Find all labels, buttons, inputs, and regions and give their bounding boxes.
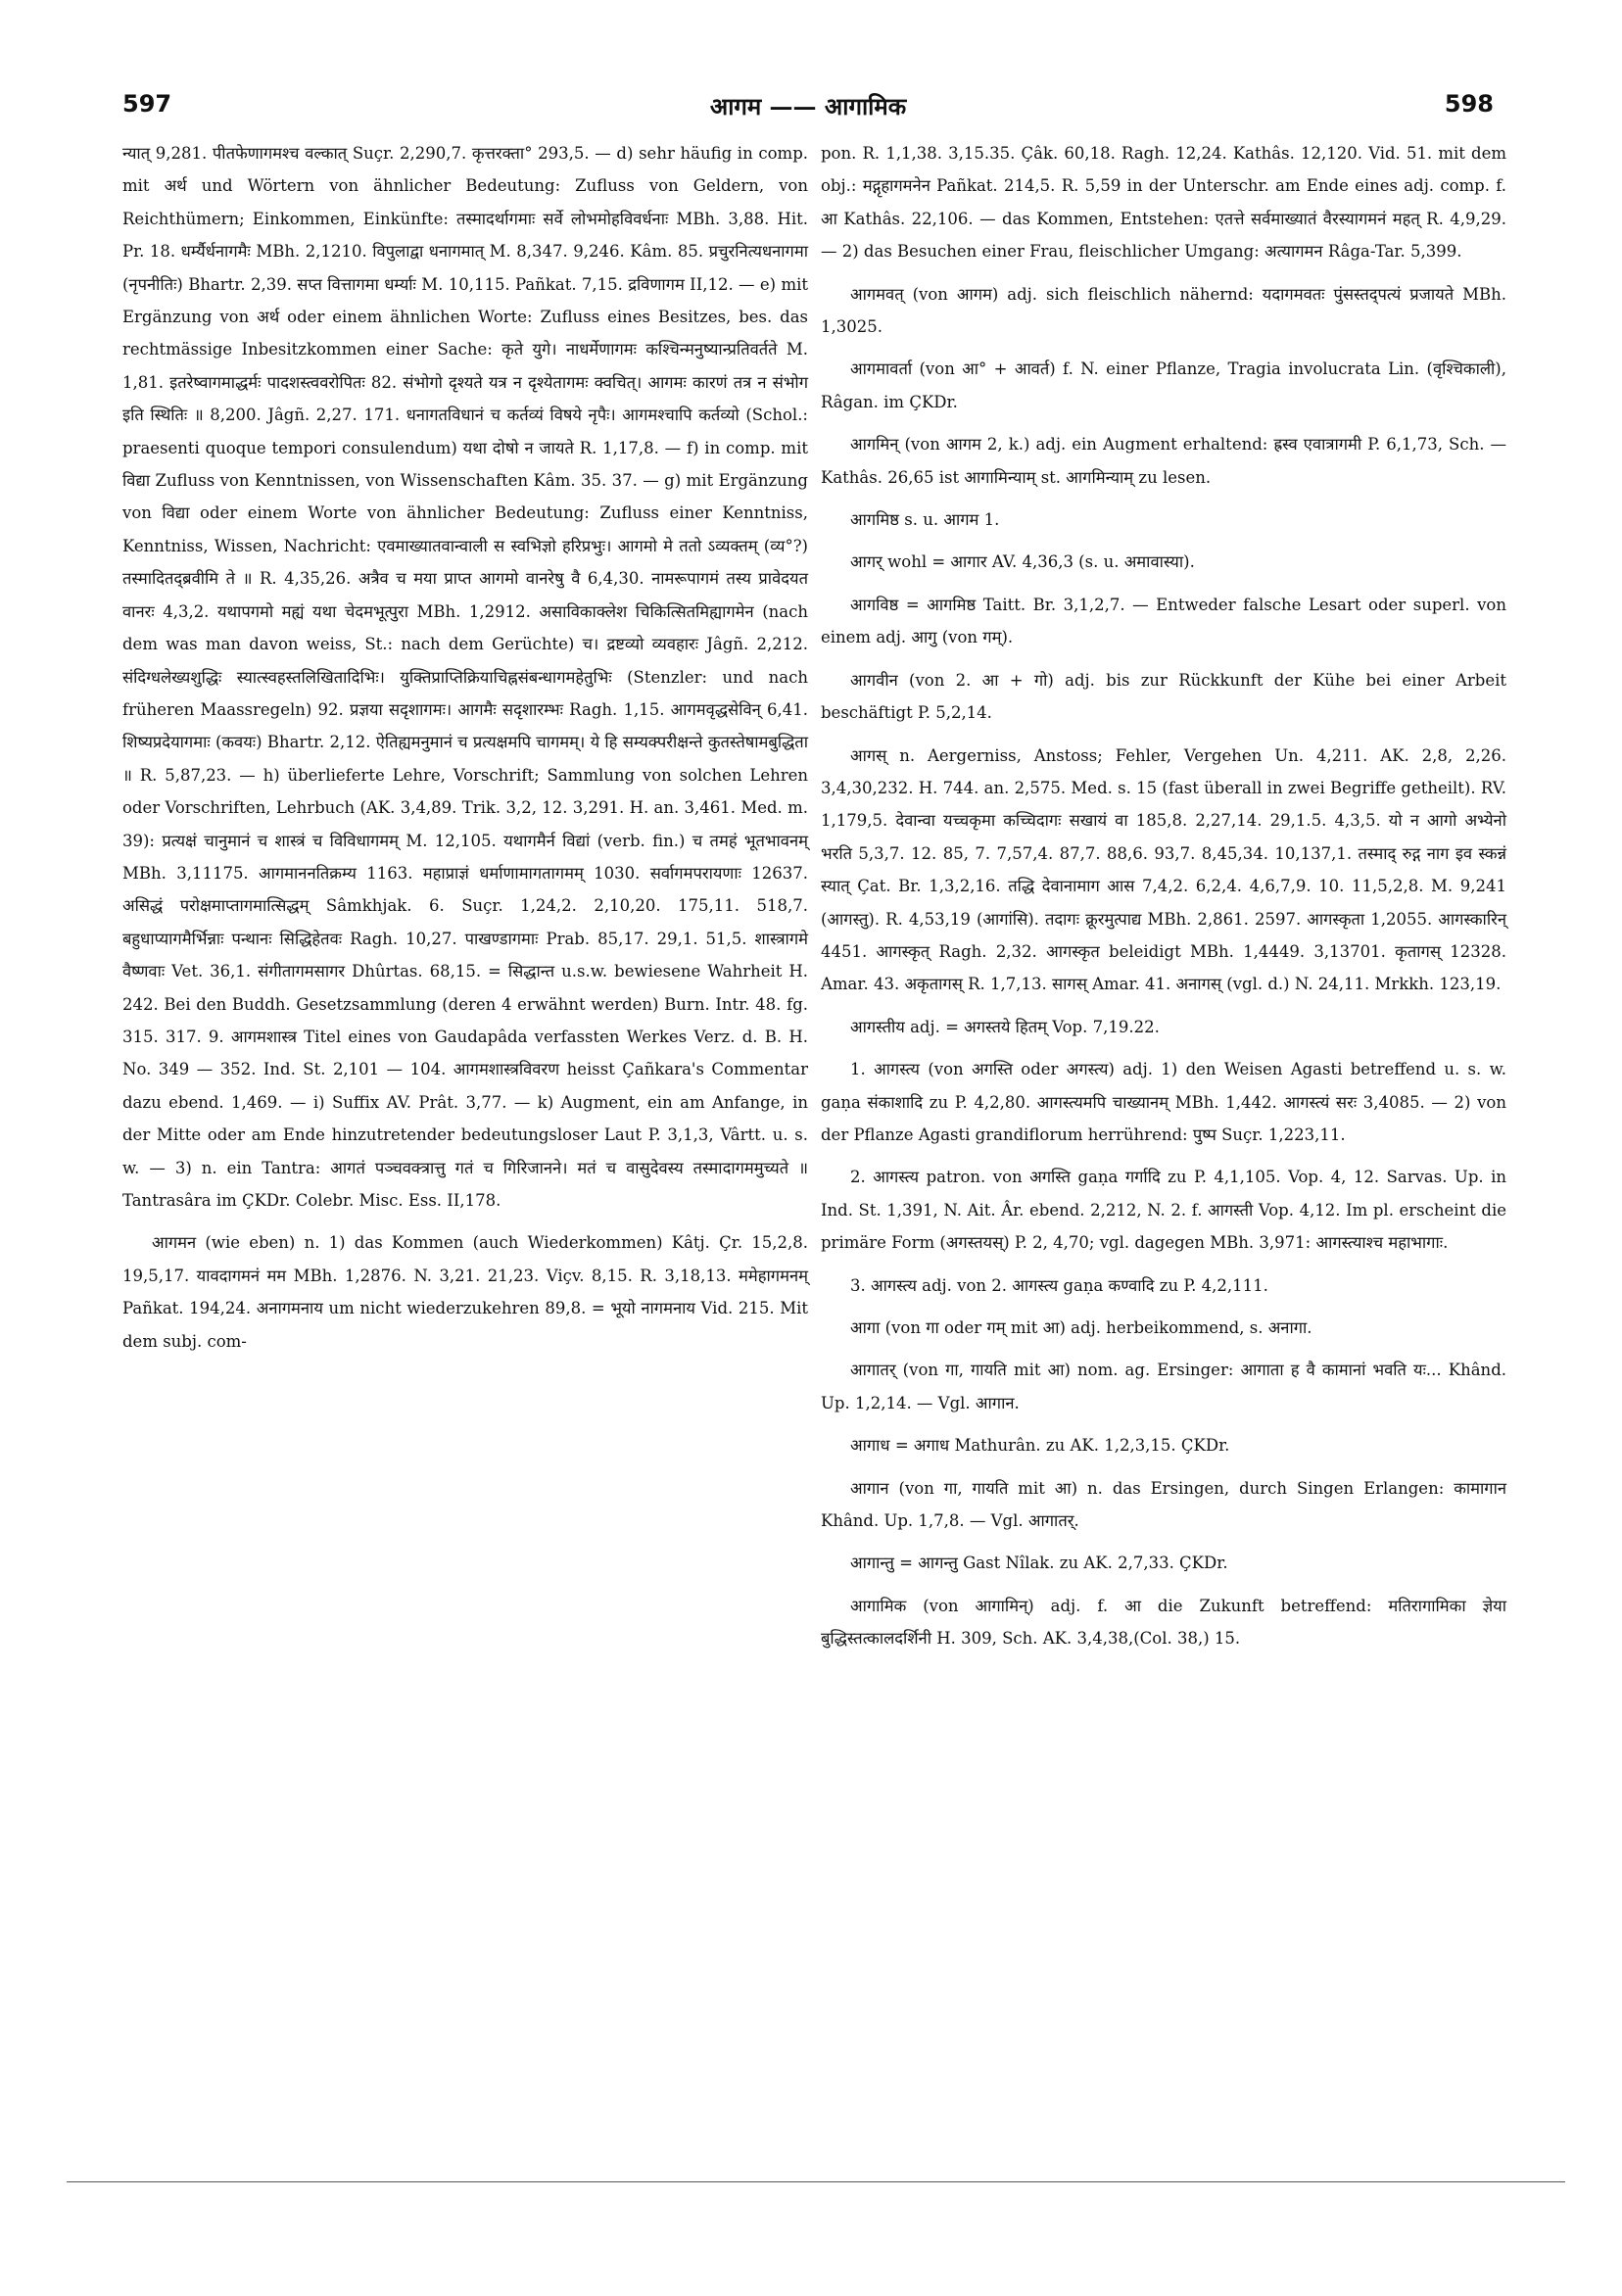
entry-agavishtha: आगविष्ठ = आगमिष्ठ Taitt. Br. 3,1,2,7. — Entweder falsche Lesart oder superl. von einem adj. आगु (von गम्). xyxy=(821,595,1506,647)
entry-agastya-1: 1. आगस्त्य (von अगस्ति oder अगस्त्य) adj. 1) den Weisen Agasti betreffend u. s. w. gaṇa संकाशादि zu P. 4,2,80. आगस्त्यमपि चाख्यानम् MBh. 1,442. आगस्त्यं सरः 3,4085. — 2) von der Pflanze Agasti grandiflorum herrührend: पुष्प Suçr. 1,223,11. xyxy=(821,1060,1506,1144)
entry-agadha: आगाध = अगाध Mathurân. zu AK. 1,2,3,15. ÇKDr. xyxy=(850,1436,1230,1456)
entry-agamin: आगमिन् (von आगम 2, k.) adj. ein Augment erhaltend: ह्रस्व एवात्रागमी P. 6,1,73, Sch. — Kathâs. 26,65 ist आगामिन्याम् st. आगमिन्याम् zu lesen. xyxy=(821,435,1506,487)
page-header xyxy=(122,90,1494,129)
entry-agantu: आगान्तु = आगन्तु Gast Nîlak. zu AK. 2,7,33. ÇKDr. xyxy=(850,1554,1228,1573)
entry-agamana: आगमन (wie eben) n. 1) das Kommen (auch Wiederkommen) Kâtj. Çr. 15,2,8. 19,5,17. यावदागमनं मम MBh. 1,2876. N. 3,21. 21,23. Viçv. 8,15. R. 3,18,13. ममेहागमनम् Pañkat. 194,24. अनागमनाय um nicht wiederzukehren 89,8. = भूयो नागमनाय Vid. 215. Mit dem subj. com- xyxy=(122,1233,808,1351)
page-number-left: 597 xyxy=(122,90,172,118)
running-headword: आगम —— आगामिक xyxy=(709,92,907,120)
entry-agastya-3: 3. आगस्त्य adj. von 2. आगस्त्य gaṇa कण्वादि zu P. 4,2,111. xyxy=(850,1275,1268,1295)
right-column xyxy=(821,137,1506,1655)
page-number-right: 598 xyxy=(1444,90,1494,118)
entry-agamavat: आगमवत् (von आगम) adj. sich fleischlich nähernd: यदागमवतः पुंसस्तद्पत्यं प्रजायते MBh. 1,3025. xyxy=(821,284,1506,337)
entry-agamavarta: आगमावर्ता (von आ° + आवर्त) f. N. einer Pflanze, Tragia involucrata Lin. (वृश्चिकाली), Râgan. im ÇKDr. xyxy=(821,359,1506,411)
entry-agamika: आगामिक (von आगामिन्) adj. f. आ die Zukunft betreffend: मतिरागामिका ज्ञेया बुद्धिस्तत्कालदर्शिनी H. 309, Sch. AK. 3,4,38,(Col. 38,) 15. xyxy=(821,1596,1506,1649)
entry-aga: आगा (von गा oder गम् mit आ) adj. herbeikommend, s. अनागा. xyxy=(850,1318,1312,1337)
entry-agamana-continued: pon. R. 1,1,38. 3,15.35. Çâk. 60,18. Ragh. 12,24. Kathâs. 12,120. Vid. 51. mit dem obj.: मद्गृहागमनेन Pañkat. 214,5. R. 5,59 in der Unterschr. am Ende eines adj. comp. f. आ Kathâs. 22,106. — das Kommen, Entstehen: एतत्ते सर्वमाख्यातं वैरस्यागमनं महत् R. 4,9,29. — 2) das Besuchen einer Frau, fleischlicher Umgang: अत्यागमन Râga-Tar. 5,399. xyxy=(821,144,1506,262)
entry-agastya-2: 2. आगस्त्य patron. von अगस्ति gaṇa गर्गादि zu P. 4,1,105. Vop. 4, 12. Sarvas. Up. in Ind. St. 1,391, N. Ait. Âr. ebend. 2,212, N. 2. f. आगस्ती Vop. 4,12. Im pl. erscheint die primäre Form (अगस्तयस्) P. 2, 4,70; vgl. dagegen MBh. 3,971: आगस्त्याश्च महाभागाः. xyxy=(821,1168,1506,1253)
entry-agamishtha: आगमिष्ठ s. u. आगम 1. xyxy=(850,510,1000,530)
entry-agas: आगस् n. Aergerniss, Anstoss; Fehler, Vergehen Un. 4,211. AK. 2,8, 2,26. 3,4,30,232. H. 744. an. 2,575. Med. s. 15 (fast überall in zwei Begriffe getheilt). RV. 1,179,5. देवान्वा यच्चकृमा कच्चिदागः सखायं वा 185,8. 2,27,14. 29,1.5. 4,3,5. यो न आगो अभ्येनो भरति 5,3,7. 12. 85, 7. 7,57,4. 87,7. 88,6. 93,7. 8,45,34. 10,137,1. तस्माद् रुद्ग नाग इव स्कन्नं स्यात् Çat. Br. 1,3,2,16. तद्धि देवानामाग आस 7,4,2. 6,2,4. 4,6,7,9. 10. 11,5,2,8. M. 9,241 (आगस्तु). R. 4,53,19 (आगांसि). तदागः क्रूरमुत्पाद्य MBh. 2,861. 2597. आगस्कृता 1,2055. आगस्कारिन् 4451. आगस्कृत् Ragh. 2,32. आगस्कृत beleidigt MBh. 1,4449. 3,13701. कृतागस् 12328. Amar. 43. अकृतागस् R. 1,7,13. सागस् Amar. 41. अनागस् (vgl. d.) N. 24,11. Mrkkh. 123,19. xyxy=(821,745,1506,994)
entry-agatar: आगातर् (von गा, गायति mit आ) nom. ag. Ersinger: आगाता ह वै कामानां भवति यः... Khând. Up. 1,2,14. — Vgl. आगान. xyxy=(821,1361,1506,1412)
bottom-rule xyxy=(67,2181,1565,2182)
entry-agavina: आगवीन (von 2. आ + गो) adj. bis zur Rückkunft der Kühe bei einer Arbeit beschäftigt P. 5,2,14. xyxy=(821,670,1506,723)
entry-agar: आगर् wohl = आगार AV. 4,36,3 (s. u. अमावास्या). xyxy=(850,552,1195,572)
entry-agana: आगान (von गा, गायति mit आ) n. das Ersingen, durch Singen Erlangen: कामागान Khând. Up. 1,7,8. — Vgl. आगातर्. xyxy=(821,1478,1506,1531)
entry-continuation: न्यात् 9,281. पीतफेणागमश्च वल्कात् Suçr. 2,290,7. कृत्तरक्ता° 293,5. — d) sehr häufig in comp. mit अर्थ und Wörtern von ähnlicher Bedeutung: Zufluss von Geldern, von Reichthümern; Einkommen, Einkünfte: तस्मादर्थागमाः सर्वे लोभमोहविवर्धनाः MBh. 3,88. Hit. Pr. 18. धर्म्यैर्धनागमैः MBh. 2,1210. विपुलाद्वा धनागमात् M. 8,347. 9,246. Kâm. 85. प्रचुरनित्यधनागमा (नृपनीतिः) Bhartr. 2,39. सप्त वित्तागमा धर्म्याः M. 10,115. Pañkat. 7,15. द्रविणागम II,12. — e) mit Ergänzung von अर्थ oder einem ähnlichen Worte: Zufluss eines Besitzes, bes. das rechtmässige Inbesitzkommen einer Sache: कृते युगे। नाधर्मेणागमः कश्चिन्मनुष्यान्प्रतिवर्तते M. 1,81. इतरेष्वागमाद्धर्मः पादशस्त्ववरोपितः 82. संभोगो दृश्यते यत्र न दृश्येतागमः क्वचित्। आगमः कारणं तत्र न संभोग इति स्थितिः ॥ 8,200. Jâgñ. 2,27. 171. धनागतविधानं च कर्तव्यं विषये नृपैः। आगमश्चापि कर्तव्यो (Schol.: praesenti quoque tempori consulendum) यथा दोषो न जायते R. 1,17,8. — f) in comp. mit विद्या Zufluss von Kenntnissen, von Wissenschaften Kâm. 35. 37. — g) mit Ergänzung von विद्या oder einem Worte von ähnlicher Bedeutung: Zufluss einer Kenntniss, Kenntniss, Wissen, Nachricht: एवमाख्यातवान्वाली स स्वभिज्ञो हरिप्रभुः। आगमो मे ततो ऽव्यक्तम् (व्य°?) तस्मादितद्ब्रवीमि ते ॥ R. 4,35,26. अत्रैव च मया प्राप्त आगमो वानरेषु वै 6,4,30. नामरूपागमं तस्य प्रावेदयत वानरः 4,3,2. यथापगमो मह्यं यथा चेदमभूत्पुरा MBh. 1,2912. असाविकाक्लेश चिकित्सितमिह्यागमेन (nach dem was man davon weiss, St.: nach dem Gerüchte) च। द्रष्टव्यो व्यवहारः Jâgñ. 2,212. संदिग्धलेख्यशुद्धिः स्यात्स्वहस्तलिखितादिभिः। युक्तिप्राप्तिक्रियाचिह्नसंबन्धागमहेतुभिः (Stenzler: und nach früheren Maassregeln) 92. प्रज्ञया सदृशागमः। आगमैः सदृशारम्भः Ragh. 1,15. आगमवृद्धसेविन् 6,41. शिष्यप्रदेयागमाः (कवयः) Bhartr. 2,12. ऐतिह्यमनुमानं च प्रत्यक्षमपि चागमम्। ये हि सम्यक्परीक्षन्ते कुतस्तेषामबुद्धिता ॥ R. 5,87,23. — h) überlieferte Lehre, Vorschrift; Sammlung von solchen Lehren oder Vorschriften, Lehrbuch (AK. 3,4,89. Trik. 3,2, 12. 3,291. H. an. 3,461. Med. m. 39): प्रत्यक्षं चानुमानं च शास्त्रं च विविधागमम् M. 12,105. यथागमैर्न विद्यां (verb. fin.) च तमहं भूतभावनम् MBh. 3,11175. आगमाननतिक्रम्य 1163. महाप्राज्ञं धर्माणामागतागमम् 1030. सर्वागमपरायणाः 12637. असिद्धं परोक्षमाप्तागमात्सिद्धम् Sâmkhjak. 6. Suçr. 1,24,2. 2,10,20. 175,11. 518,7. बहुधाप्यागमैर्भिन्नाः पन्थानः सिद्धिहेतवः Ragh. 10,27. पाखण्डागमाः Prab. 85,17. 29,1. 51,5. शास्त्रागमे वैष्णवाः Vet. 36,1. संगीतागमसागर Dhûrtas. 68,15. = सिद्धान्त u.s.w. bewiesene Wahrheit H. 242. Bei den Buddh. Gesetzsammlung (deren 4 erwähnt werden) Burn. Intr. 48. fg. 315. 317. 9. आगमशास्त्र Titel eines von Gaudapâda verfassten Werkes Verz. d. B. H. No. 349 — 352. Ind. St. 2,101 — 104. आगमशास्त्रविवरण heisst Çañkara's Commentar dazu ebend. 1,469. — i) Suffix AV. Prât. 3,77. — k) Augment, ein am Anfange, in der Mitte oder am Ende hinzutretender bedeutungsloser Laut P. 3,1,3, Vârtt. u. s. w. — 3) n. ein Tantra: आगतं पञ्चवक्त्रात्तु गतं च गिरिजानने। मतं च वासुदेवस्य तस्मादागममुच्यते ॥ Tantrasâra im ÇKDr. Colebr. Misc. Ess. II,178. xyxy=(122,144,808,1210)
entry-agastiya: आगस्तीय adj. = अगस्तये हितम् Vop. 7,19.22. xyxy=(850,1017,1160,1036)
left-column xyxy=(122,137,808,1358)
